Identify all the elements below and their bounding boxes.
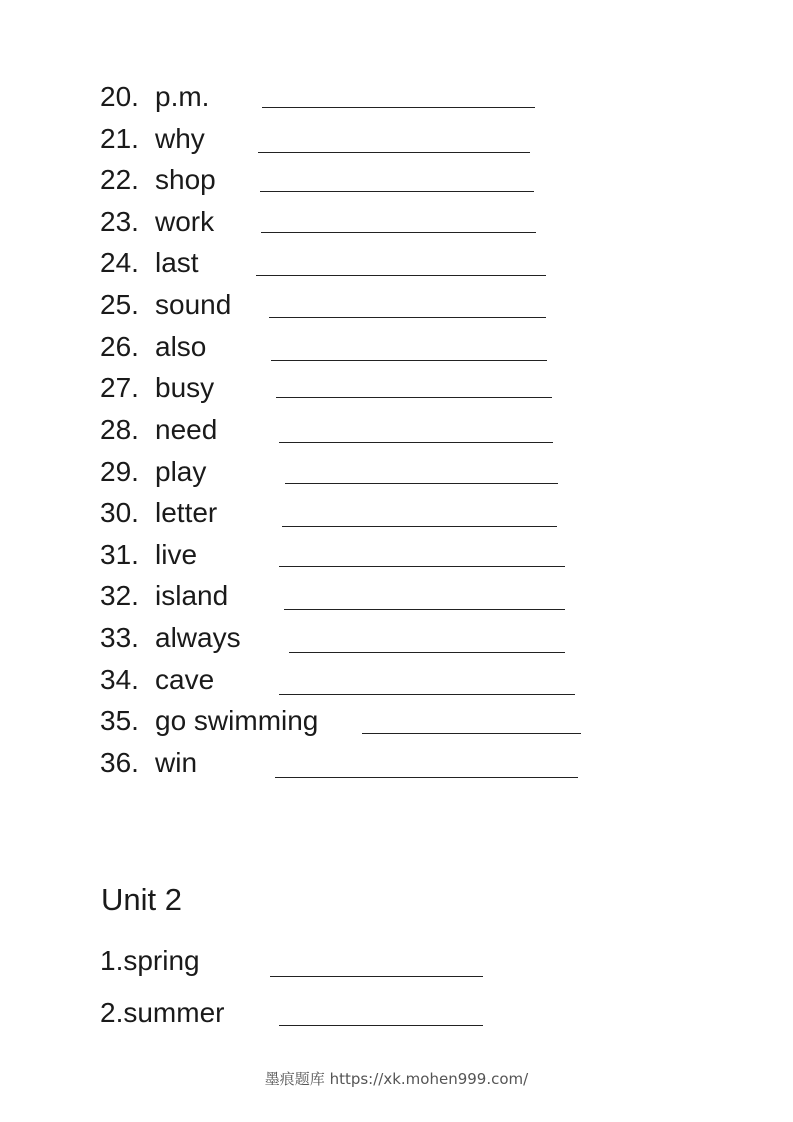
footer-watermark: 墨痕题库 https://xk.mohen999.com/	[264, 1070, 529, 1088]
item-number: 31.	[100, 539, 139, 570]
section-title: Unit 2	[101, 882, 182, 917]
item-number: 35.	[100, 705, 139, 736]
answer-line[interactable]	[276, 397, 552, 398]
answer-line[interactable]	[282, 526, 557, 527]
item-number: 34.	[100, 664, 139, 695]
answer-line[interactable]	[284, 609, 565, 610]
item-word: go swimming	[155, 705, 319, 736]
item-number: 23.	[100, 206, 139, 237]
answer-line[interactable]	[289, 652, 565, 653]
item-word: play	[155, 456, 207, 487]
item-word: letter	[155, 497, 218, 528]
answer-line[interactable]	[256, 275, 546, 276]
item-word: need	[155, 414, 218, 445]
item-word: cave	[155, 664, 215, 695]
item-number: 29.	[100, 456, 139, 487]
item-word: last	[155, 247, 199, 278]
answer-line[interactable]	[279, 694, 575, 695]
unit2-item: 1.spring	[100, 945, 200, 976]
item-number: 21.	[100, 123, 139, 154]
item-word: island	[155, 580, 229, 611]
answer-line[interactable]	[285, 483, 558, 484]
item-word: sound	[155, 289, 232, 320]
answer-line[interactable]	[260, 191, 534, 192]
item-number: 25.	[100, 289, 139, 320]
answer-line[interactable]	[271, 360, 547, 361]
item-number: 26.	[100, 331, 139, 362]
answer-line[interactable]	[270, 976, 483, 977]
answer-line[interactable]	[279, 566, 565, 567]
answer-line[interactable]	[275, 777, 578, 778]
answer-line[interactable]	[258, 152, 530, 153]
item-word: work	[155, 206, 215, 237]
item-word: p.m.	[155, 81, 210, 112]
item-number: 20.	[100, 81, 139, 112]
answer-line[interactable]	[269, 317, 546, 318]
item-word: also	[155, 331, 207, 362]
item-word: busy	[155, 372, 215, 403]
item-word: win	[155, 747, 198, 778]
answer-line[interactable]	[362, 733, 581, 734]
answer-line[interactable]	[279, 1025, 483, 1026]
item-number: 36.	[100, 747, 139, 778]
item-number: 28.	[100, 414, 139, 445]
item-number: 24.	[100, 247, 139, 278]
item-number: 30.	[100, 497, 139, 528]
answer-line[interactable]	[262, 107, 535, 108]
answer-line[interactable]	[279, 442, 553, 443]
item-word: always	[155, 622, 241, 653]
item-number: 32.	[100, 580, 139, 611]
unit2-item: 2.summer	[100, 997, 225, 1028]
item-number: 22.	[100, 164, 139, 195]
answer-line[interactable]	[261, 232, 536, 233]
item-number: 33.	[100, 622, 139, 653]
item-word: shop	[155, 164, 216, 195]
item-word: why	[155, 123, 205, 154]
item-word: live	[155, 539, 198, 570]
item-number: 27.	[100, 372, 139, 403]
